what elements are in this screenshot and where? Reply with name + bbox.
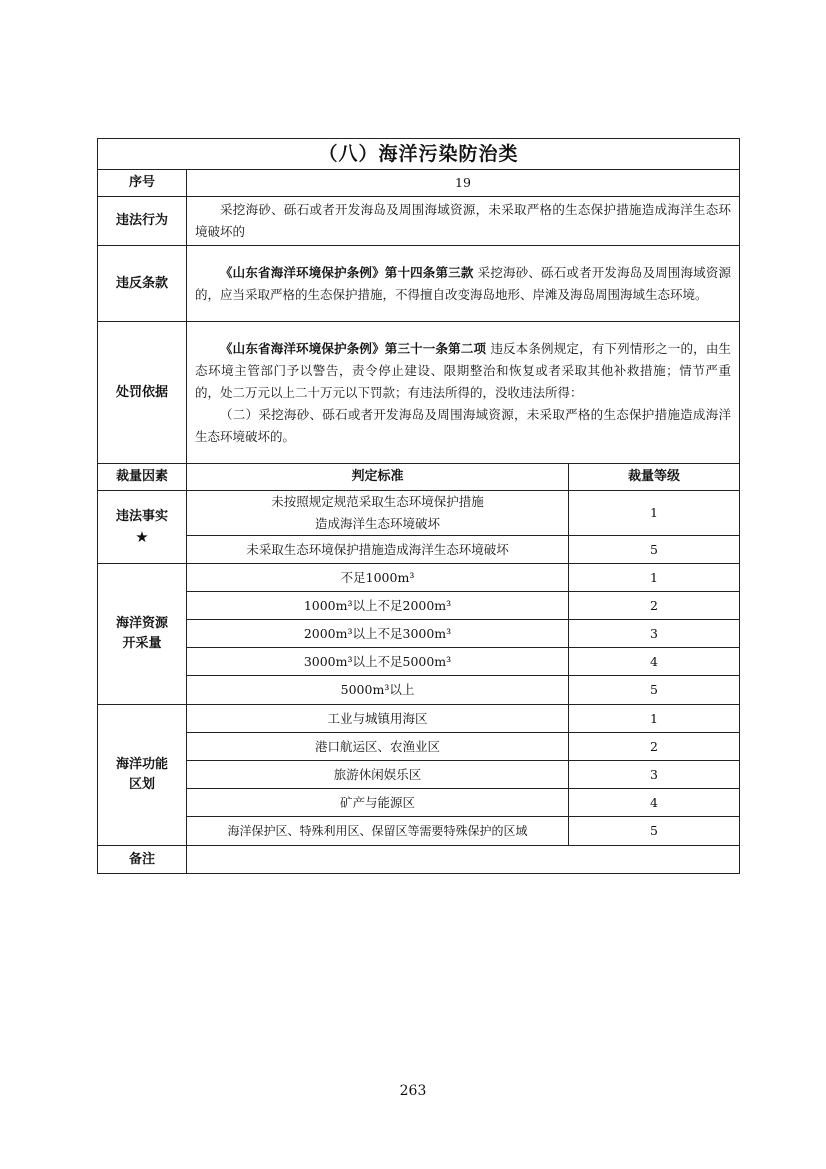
factor-name: 开采量 xyxy=(122,636,162,651)
penalty-item: （二）采挖海砂、砾石或者开发海岛及周围海域资源，未采取严格的生态保护措施造成海洋生态环境破坏的。 xyxy=(195,406,732,444)
level-cell: 4 xyxy=(569,789,740,817)
factor-functional-zoning xyxy=(98,705,187,846)
level-cell: 5 xyxy=(569,817,740,846)
serial-value: 19 xyxy=(187,170,740,197)
clause-body: 采挖海砂、砾石或者开发海岛及周围海域资源的，应当采取严格的生态保护措施，不得擅自改变海岛地形、岸滩及海岛周围海域生态环境。 xyxy=(195,264,731,302)
page-number: 263 xyxy=(399,1083,427,1099)
factor-name: 区划 xyxy=(128,777,155,792)
criteria-cell: 海洋保护区、特殊利用区、保留区等需要特殊保护的区域 xyxy=(187,817,569,846)
criteria-cell: 工业与城镇用海区 xyxy=(187,705,569,733)
level-cell: 3 xyxy=(569,620,740,648)
level-cell: 1 xyxy=(569,564,740,592)
factor-header: 裁量因素 xyxy=(98,464,187,491)
level-cell: 1 xyxy=(569,491,740,536)
level-cell: 2 xyxy=(569,733,740,761)
clause-text xyxy=(187,246,740,322)
remarks-label: 备注 xyxy=(98,846,187,874)
penalty-law-name: 《山东省海洋环境保护条例》第三十一条第二项 xyxy=(220,340,487,356)
criteria-line: 未按照规定规范采取生态环境保护措施 xyxy=(271,494,484,509)
level-cell: 2 xyxy=(569,592,740,620)
criteria-cell: 矿产与能源区 xyxy=(187,789,569,817)
criteria-cell xyxy=(187,491,569,536)
penalty-text xyxy=(187,322,740,464)
serial-label: 序号 xyxy=(98,170,187,197)
criteria-cell: 5000m³以上 xyxy=(187,676,569,705)
factor-violation-facts xyxy=(98,491,187,564)
clause-law-name: 《山东省海洋环境保护条例》第十四条第三款 xyxy=(220,264,474,280)
level-header: 裁量等级 xyxy=(569,464,740,491)
criteria-cell: 港口航运区、农渔业区 xyxy=(187,733,569,761)
criteria-cell: 不足1000m³ xyxy=(187,564,569,592)
violation-label: 违法行为 xyxy=(98,197,187,246)
clause-label: 违反条款 xyxy=(98,246,187,322)
criteria-cell: 旅游休闲娱乐区 xyxy=(187,761,569,789)
criteria-cell: 3000m³以上不足5000m³ xyxy=(187,648,569,676)
star-icon: ★ xyxy=(135,528,149,546)
criteria-cell: 未采取生态环境保护措施造成海洋生态环境破坏 xyxy=(187,536,569,564)
level-cell: 5 xyxy=(569,676,740,705)
violation-text-body: 采挖海砂、砾石或者开发海岛及周围海域资源，未采取严格的生态保护措施造成海洋生态环境破坏的 xyxy=(195,202,732,239)
violation-text xyxy=(187,197,740,246)
section-title: （八）海洋污染防治类 xyxy=(98,139,740,170)
factor-name: 海洋功能 xyxy=(115,757,168,772)
criteria-header: 判定标准 xyxy=(187,464,569,491)
level-cell: 3 xyxy=(569,761,740,789)
criteria-line: 造成海洋生态环境破坏 xyxy=(314,516,440,531)
penalty-body: 违反本条例规定，有下列情形之一的，由生态环境主管部门予以警告，责令停止建设、限期整治和恢复或者采取其他补救措施；情节严重的，处二万元以上二十万元以下罚款；有违法所得的，没收违法所得： xyxy=(195,340,732,400)
penalty-label: 处罚依据 xyxy=(98,322,187,464)
level-cell: 5 xyxy=(569,536,740,564)
criteria-cell: 1000m³以上不足2000m³ xyxy=(187,592,569,620)
factor-name: 海洋资源 xyxy=(115,616,168,631)
penalty-discretion-table xyxy=(97,138,740,874)
criteria-cell: 2000m³以上不足3000m³ xyxy=(187,620,569,648)
level-cell: 4 xyxy=(569,648,740,676)
factor-name: 违法事实 xyxy=(115,509,168,524)
factor-resource-volume xyxy=(98,564,187,705)
level-cell: 1 xyxy=(569,705,740,733)
remarks-value xyxy=(187,846,740,874)
